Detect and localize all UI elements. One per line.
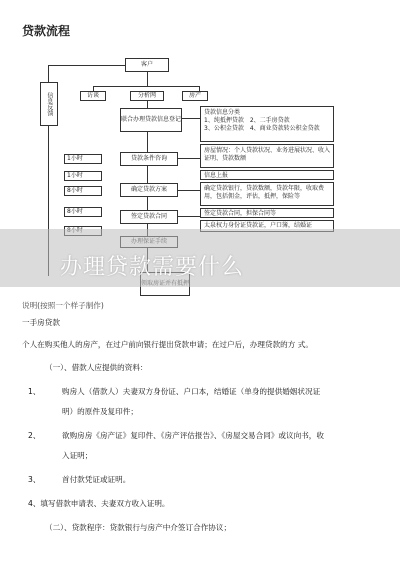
note-box: 太泉权力身份证贷款证，户口簿，结婚证 (200, 220, 334, 232)
list-item-text: 首付款凭证或证明。 (62, 475, 131, 484)
info-item: 1、纯抵押贷款 (204, 116, 244, 124)
connector (48, 65, 125, 66)
connector (93, 86, 199, 87)
time-label: 8小时 (64, 207, 102, 217)
section-heading: 一手房贷款 (22, 318, 60, 327)
banner-title: 办理贷款需要什么 (60, 255, 245, 280)
note-box: 签定贷款合同，担保合同等 (200, 208, 334, 218)
connector (93, 86, 94, 91)
info-item: 2、二手房贷款 (249, 116, 290, 124)
process-step: 确定贷款方案 (120, 183, 178, 197)
info-item: 4、商业贷款转公积金贷款 (249, 124, 320, 132)
list-number: 2、 (28, 431, 41, 440)
connector (199, 86, 200, 91)
note-box: 确定贷款银行，贷款数额，贷款年限，收取费用，包括佣金，评估，抵押，保险等 (200, 182, 334, 206)
note-box: 房屋情况：个人贷款状况、业务进展状况、收入证明、贷款数额 (200, 144, 334, 168)
process-step: 签定贷款合同 (120, 210, 178, 224)
side-note: 信息反馈 (40, 82, 58, 126)
intro-paragraph: 个人在购买他人的房产，在过户前向银行提出贷款申请；在过户后，办理贷款的方 式。 (22, 340, 313, 349)
time-label: 8小时 (64, 186, 102, 196)
connector (147, 72, 148, 86)
connector (48, 65, 49, 82)
time-label: 1小时 (64, 154, 102, 164)
client-node: 客户 (125, 58, 169, 72)
list-number: 1、 (28, 387, 41, 396)
info-item: 3、公积金贷款 (204, 124, 244, 132)
branch-node: 房产 (182, 91, 208, 101)
subsection-heading: （一）、借款人应提供的资料： (45, 363, 148, 372)
info-box-title: 贷款信息分类 (204, 109, 241, 116)
list-item-text: 明）的原件及复印件； (62, 407, 138, 416)
list-item-text: 购房人（借款人）夫妻双方身份证、户口本，结婚证（单身的提供婚姻状况证 (62, 387, 321, 396)
connector (182, 118, 200, 119)
time-label: 1小时 (64, 171, 102, 181)
list-item-text: 4、填写借款申请表、夫妻双方收入证明。 (28, 499, 170, 508)
page-title: 贷款流程 (22, 24, 71, 38)
list-item-text: 欲购房房《房产证》复印件、《房产评估报告》、《房屋交易合同》或议向书，收 (62, 431, 324, 440)
branch-node: 访谈 (80, 91, 106, 101)
figure-caption: 说明(按照一个样子制作) (22, 301, 104, 310)
process-step: 贷款条件咨询 (120, 152, 178, 166)
loan-info-box (200, 106, 334, 142)
connector (147, 101, 148, 108)
connector (178, 158, 200, 159)
note-box: 信息上报 (200, 170, 334, 180)
connector (178, 216, 200, 217)
contract-node: 联合办理贷款信息登记 (120, 108, 182, 132)
list-number: 3、 (28, 475, 41, 484)
list-item-text: 入证明； (62, 451, 93, 460)
subsection-heading: （二）、贷款程序：贷款银行与房产中介签订合作协议； (45, 523, 232, 532)
connector (178, 190, 200, 191)
branch-node: 分析网 (130, 91, 164, 101)
